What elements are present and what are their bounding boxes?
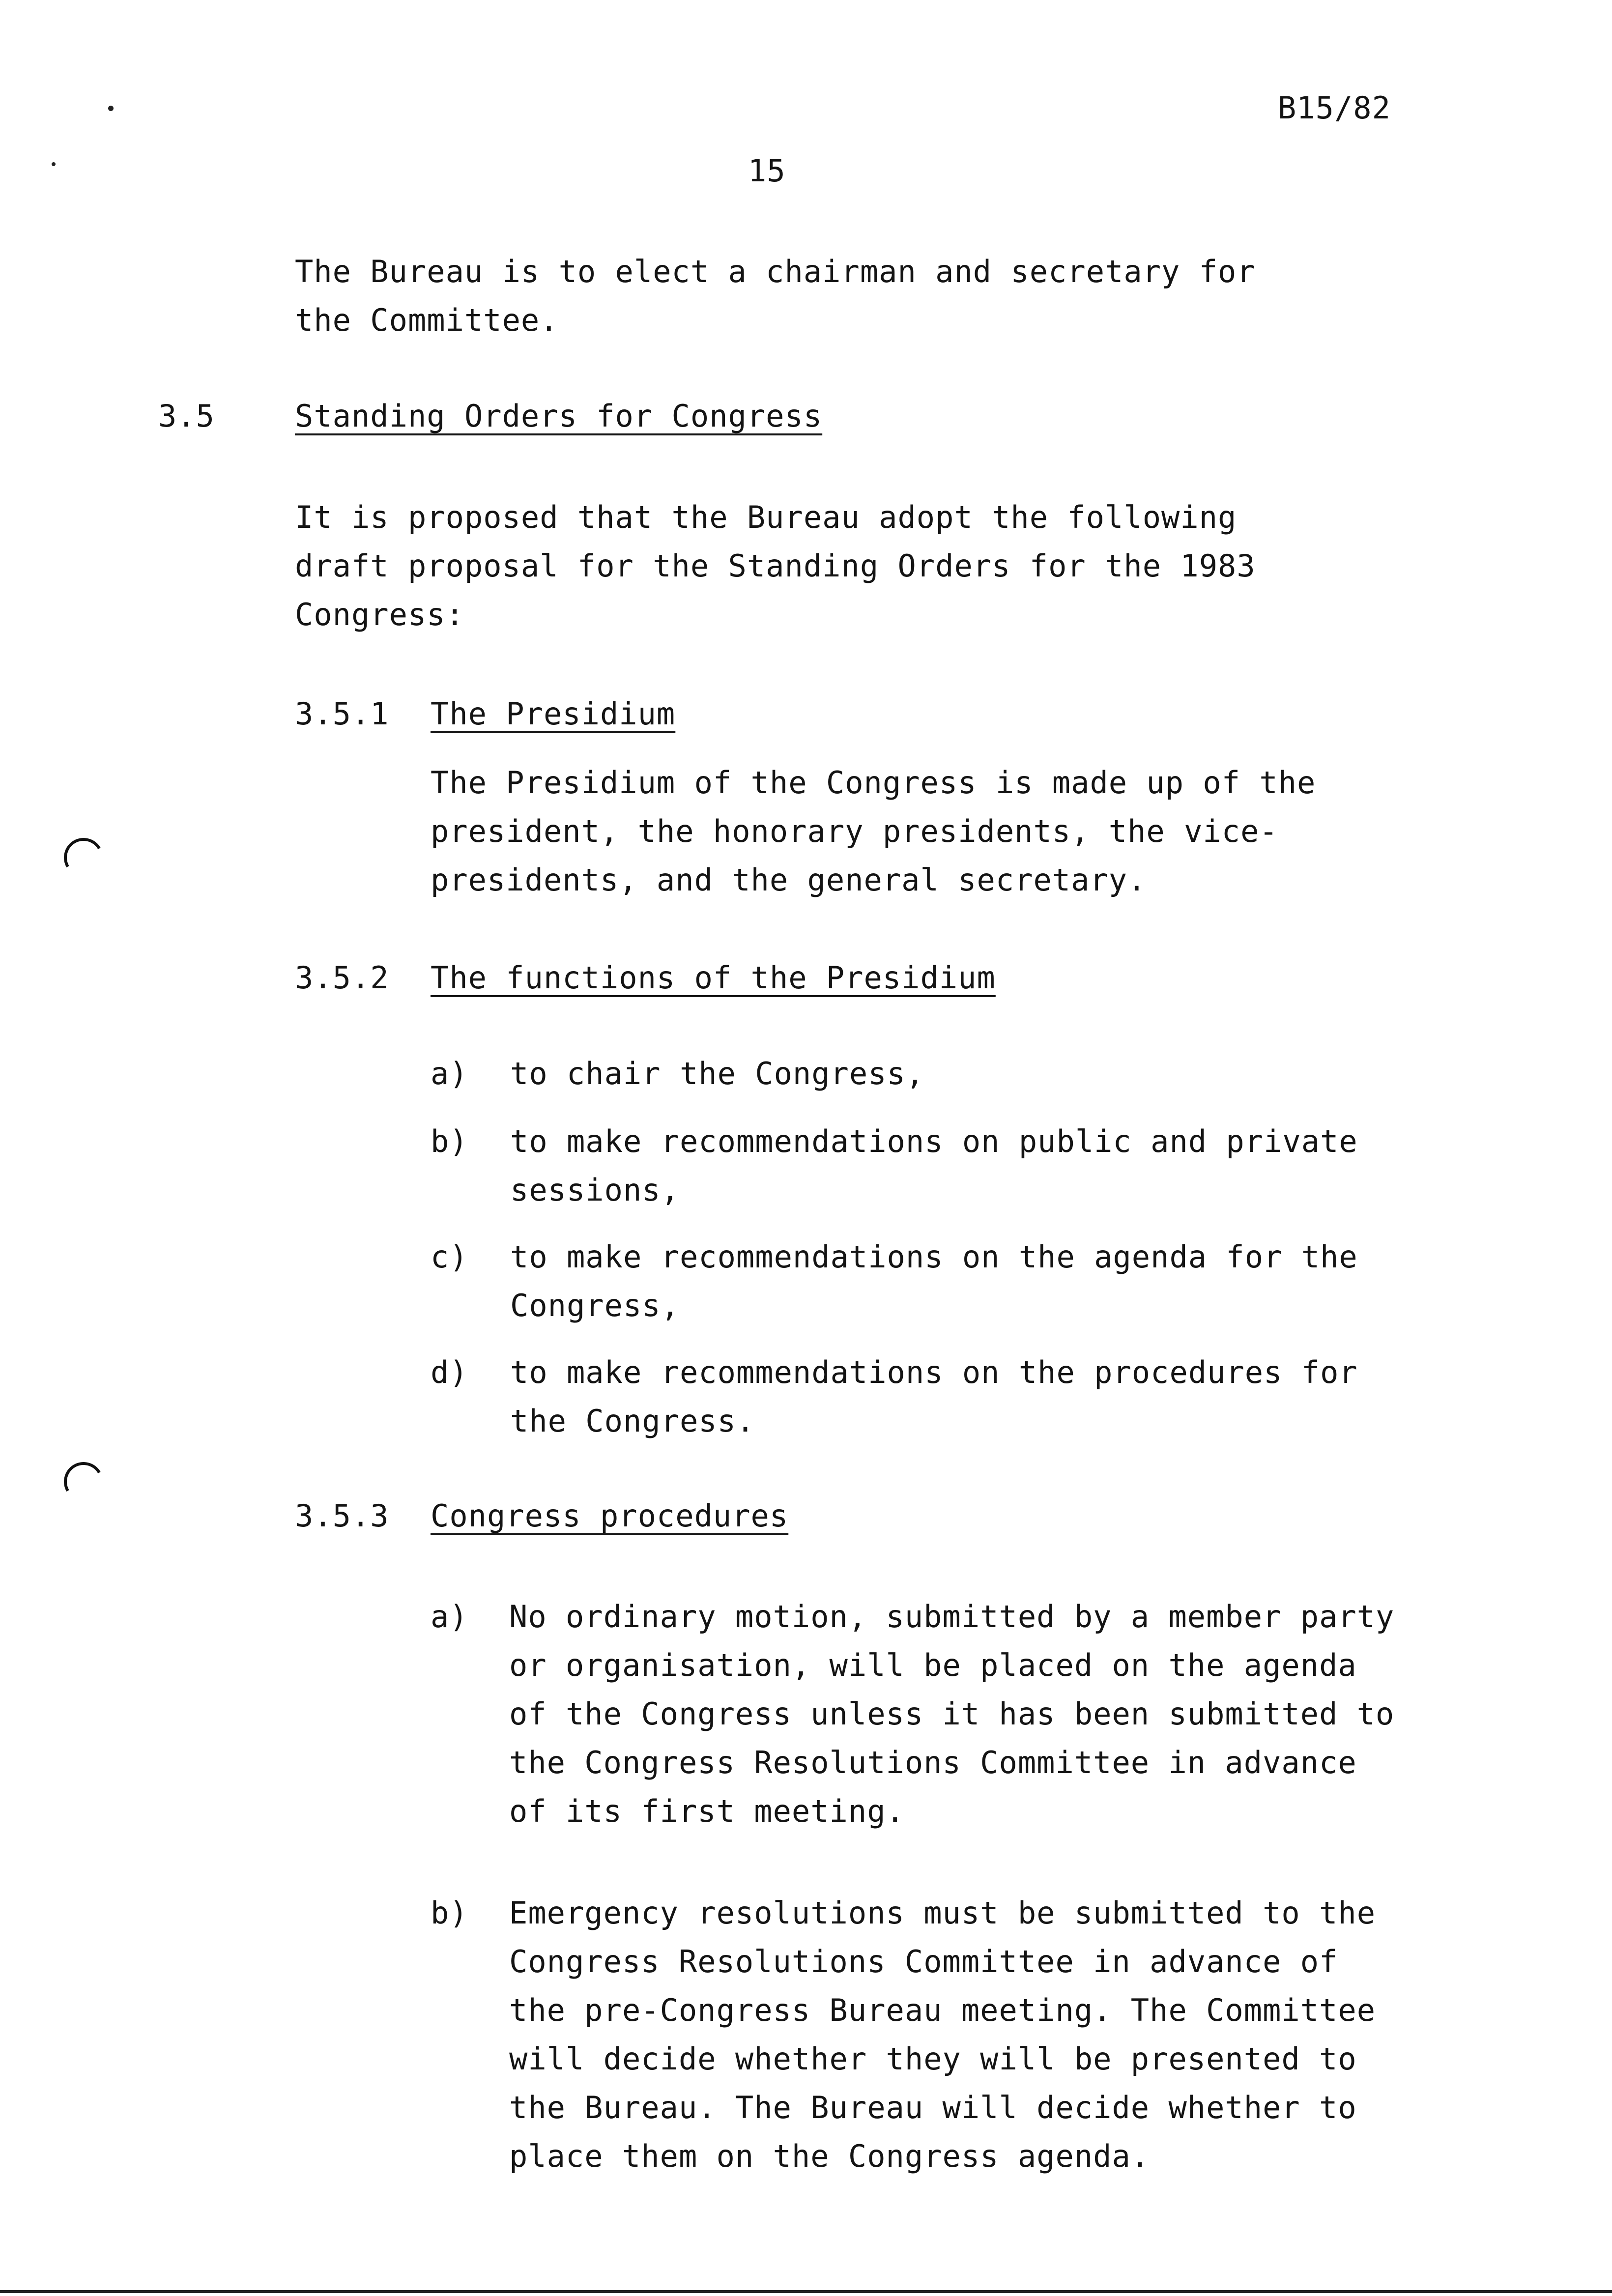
scan-speck	[108, 106, 114, 111]
page-number: 15	[748, 153, 786, 189]
list-item-line: the Bureau. The Bureau will decide whether to	[509, 2090, 1357, 2125]
list-item-line: of the Congress unless it has been submitted to	[509, 1696, 1395, 1732]
list-item-line: to chair the Congress,	[510, 1056, 925, 1091]
list-item-line: No ordinary motion, submitted by a member party	[509, 1599, 1395, 1635]
section-number: 3.5	[158, 398, 215, 434]
list-item-line: the Congress Resolutions Committee in advance	[509, 1745, 1357, 1780]
list-marker: a)	[431, 1056, 468, 1091]
subsection-body	[431, 758, 1316, 904]
paragraph-line: The Bureau is to elect a chairman and secretary for	[295, 254, 1256, 289]
list-item	[509, 1889, 1376, 2181]
list-marker: a)	[431, 1599, 468, 1635]
list-item	[510, 1117, 1358, 1214]
paragraph-line: presidents, and the general secretary.	[431, 862, 1147, 898]
scan-speck	[52, 162, 56, 166]
list-item-line: Congress,	[510, 1288, 680, 1323]
list-marker: b)	[431, 1123, 468, 1159]
list-item-line: to make recommendations on public and private	[510, 1123, 1358, 1159]
list-item-line: to make recommendations on the agenda for the	[510, 1239, 1358, 1275]
subsection-number: 3.5.2	[295, 960, 389, 996]
subsection-title: The Presidium	[431, 696, 676, 732]
list-item-line: place them on the Congress agenda.	[509, 2138, 1150, 2174]
list-item	[509, 1592, 1394, 1836]
list-marker: c)	[431, 1239, 468, 1275]
paragraph-line: president, the honorary presidents, the vice-	[431, 813, 1278, 849]
list-item	[510, 1049, 924, 1098]
section-body	[295, 493, 1256, 639]
list-item-line: or organisation, will be placed on the agenda	[509, 1647, 1357, 1683]
list-item-line: of its first meeting.	[509, 1793, 905, 1829]
paragraph-line: Congress:	[295, 597, 464, 632]
list-item-line: to make recommendations on the procedures for	[510, 1354, 1358, 1390]
list-item	[510, 1348, 1358, 1445]
list-item-line: the Congress.	[510, 1403, 755, 1439]
list-marker: d)	[431, 1354, 468, 1390]
subsection-number: 3.5.3	[295, 1498, 389, 1534]
subsection-title: Congress procedures	[431, 1498, 789, 1534]
punch-hole-mark	[59, 833, 108, 882]
subsection-number: 3.5.1	[295, 696, 389, 732]
intro-paragraph	[295, 247, 1256, 344]
paragraph-line: the Committee.	[295, 302, 559, 338]
page-bottom-edge	[0, 2290, 1612, 2293]
document-reference: B15/82	[1278, 90, 1391, 126]
subsection-title: The functions of the Presidium	[431, 960, 996, 996]
list-item	[510, 1233, 1358, 1330]
list-item-line: Emergency resolutions must be submitted to the	[509, 1895, 1376, 1931]
list-item-line: the pre-Congress Bureau meeting. The Committee	[509, 1992, 1376, 2028]
list-item-line: Congress Resolutions Committee in advance of	[509, 1944, 1338, 1980]
paragraph-line: The Presidium of the Congress is made up of the	[431, 765, 1316, 801]
punch-hole-mark	[59, 1458, 108, 1506]
list-item-line: will decide whether they will be presented to	[509, 2041, 1357, 2077]
paragraph-line: It is proposed that the Bureau adopt the following	[295, 499, 1237, 535]
paragraph-line: draft proposal for the Standing Orders for the 1983	[295, 548, 1256, 584]
list-item-line: sessions,	[510, 1172, 680, 1208]
list-marker: b)	[431, 1895, 468, 1931]
section-title: Standing Orders for Congress	[295, 398, 823, 434]
